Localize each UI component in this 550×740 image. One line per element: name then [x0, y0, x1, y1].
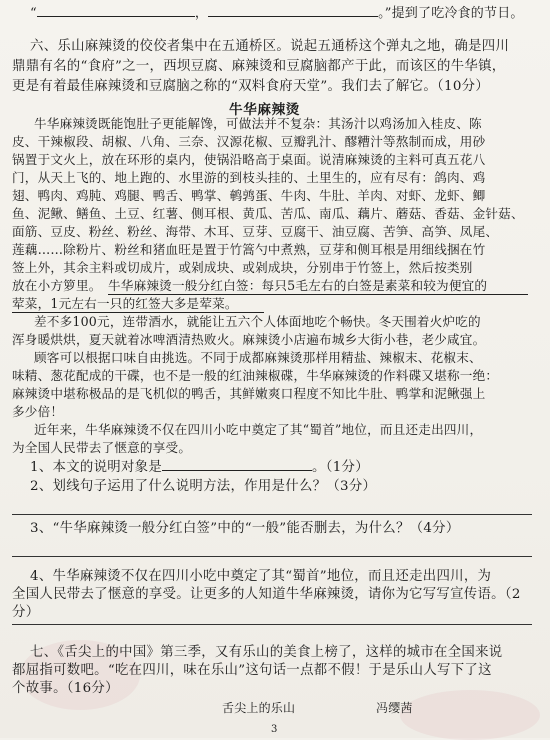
- question-1-score: 。（1分）: [312, 460, 369, 475]
- passage-line: 锅置于文火上，放在环形的桌内，使锅沿略高于桌面。说清麻辣烫的主料可真五花八: [12, 152, 486, 167]
- paper-stain: [400, 690, 540, 740]
- passage-line: 为全国人民带去了惬意的享受。: [12, 440, 192, 455]
- passage-line: 浑身暖烘烘，夏天就着冰啤酒清热败火。麻辣烫小店遍布城乡大街小巷，老少咸宜。: [12, 332, 486, 347]
- sentence-underline: [108, 294, 528, 295]
- question-3: 3、“牛华麻辣烫一般分红白签”中的“一般”能否删去，为什么？（4分）: [30, 521, 460, 536]
- question-1: [30, 458, 369, 477]
- passage-line: 差不多100元，连带酒水，就能让五六个人体面地吃个畅快。冬天围着火炉吃的: [34, 314, 481, 329]
- passage-line: 皮、干辣椒段、胡椒、八角、三奈、汉源花椒、豆瓣乳汁、醪糟汁等熬制而成，用砂: [12, 134, 486, 149]
- passage-line: 麻辣烫中堪称极品的是飞机似的鸭舌，其鲜嫩爽口程度不知比牛肚、鸭掌和泥鳅强上: [12, 386, 486, 401]
- underlined-sentence: 荤菜，1元左右一只的红签大多是荤菜。: [12, 296, 238, 311]
- s7-line: 个故事。（16分）: [12, 681, 119, 696]
- s6-intro-line: 更是有着最佳麻辣烫和豆腐脑之称的“双料食府天堂”。我们去了解它。（10分）: [12, 79, 490, 94]
- passage-line: 近年来，牛华麻辣烫不仅在四川小吃中奠定了其“蜀首”地位，而且还走出四川，: [34, 422, 483, 437]
- passage-line: 面筋、豆皮、粉丝、粉丝、海带、木耳、豆芽、豆腐干、油豆腐、苦笋、高笋、凤尾、: [12, 224, 499, 239]
- question-1-text: 1、本文的说明对象是: [30, 460, 163, 475]
- passage-line: 多少倍！: [12, 404, 64, 419]
- s6-intro-line: 鼎鼎有名的“食府”之一，西坝豆腐、麻辣烫和豆腐脑都产于此，而该区的牛华镇，: [12, 59, 506, 74]
- question-4-line: 全国人民带去了惬意的享受。让更多的人知道牛华麻辣烫，请你为它写写宣传语。（2: [12, 587, 521, 602]
- top-lead-quote: “: [30, 6, 37, 21]
- passage-line: 顾客可以根据口味自由挑选。不同于成都麻辣烫那样用精盐、辣椒末、花椒末、: [34, 350, 482, 365]
- essay-author: 冯缨茜: [376, 701, 413, 715]
- passage-line: 莲藕……除粉片、粉丝和猪血旺是置于竹篙勺中煮熟，豆芽和侧耳根是用细线捆在竹: [12, 242, 486, 257]
- passage-line: 鱼、泥鳅、鳝鱼、土豆、红薯、侧耳根、黄瓜、苦瓜、南瓜、藕片、蘑菇、香菇、金针菇、: [12, 206, 524, 221]
- answer-blank-q1[interactable]: [162, 458, 312, 471]
- passage-line: 翅、鸭肉、鸡肫、鸡腿、鸭舌、鸭掌、鹌鹑蛋、牛肉、牛肚、羊肉、对虾、龙虾、鲫: [12, 188, 486, 203]
- s6-intro-line: 六、乐山麻辣烫的佼佼者集中在五通桥区。说起五通桥这个弹丸之地，确是四川: [30, 39, 510, 54]
- page-number: 3: [271, 724, 278, 735]
- underlined-sentence: 牛华麻辣烫一般分红白签：每只5毛左右的白签是素菜和较为便宜的: [108, 278, 488, 293]
- question-4-line: 4、牛华麻辣烫不仅在四川小吃中奠定了其“蜀首”地位，而且还走出四川，为: [30, 569, 492, 584]
- passage-line: 牛华麻辣烫既能饱肚子更能解馋，可做法并不复杂：其汤汁以鸡汤加入桂皮、陈: [34, 116, 482, 131]
- essay-title: 舌尖上的乐山: [222, 701, 296, 715]
- top-fill-line: [30, 4, 524, 22]
- answer-line-q3[interactable]: [12, 556, 532, 557]
- s7-line: 都屈指可数吧。“吃在四川，味在乐山”这句话一点都不假！于是乐山人写下了这: [12, 663, 492, 678]
- passage-line: 门，从天上飞的、地上跑的、水里游的到枝头挂的、土里生的，应有尽有：鸽肉、鸡: [12, 170, 486, 185]
- answer-line-q4[interactable]: [12, 624, 532, 625]
- question-4-line: 分）: [12, 605, 40, 620]
- answer-line-q2[interactable]: [12, 514, 532, 515]
- s7-line: 七、《舌尖上的中国》第三季，又有乐山的美食上榜了，这样的城市在全国来说: [30, 645, 503, 660]
- blank-2[interactable]: [208, 4, 378, 17]
- passage-title: 牛华麻辣烫: [229, 102, 300, 118]
- question-2: 2、划线句子运用了什么说明方法，作用是什么？（3分）: [30, 479, 377, 494]
- passage-line: 放在小方箩里。: [12, 278, 102, 293]
- sentence-underline: [12, 312, 264, 313]
- top-tail-text: 。”提到了吃冷食的节日。: [378, 6, 524, 21]
- passage-line: 签上外，其余主料或切成片，或剁成块、或剁成块，分别串于竹签上，然后按类别: [12, 260, 473, 275]
- top-comma: ，: [194, 6, 209, 21]
- passage-line: 味精、葱花配成的干碟，也不是一般的红油辣椒碟，牛华麻辣烫的作料碟又堪称一绝：: [12, 368, 499, 383]
- blank-1[interactable]: [37, 4, 195, 17]
